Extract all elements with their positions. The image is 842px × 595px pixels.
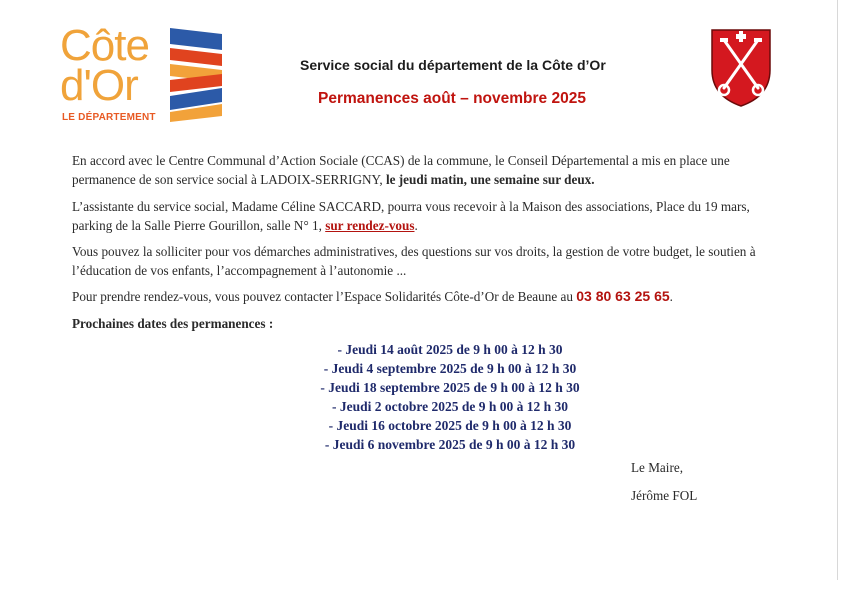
intro-paragraph	[72, 151, 772, 189]
intro-text: En accord avec le Centre Communal d’Action Sociale (CCAS) de la commune, le Conseil Départemental a mis en place une permanence de son service social à LADOIX-SERRIGNY,	[72, 153, 730, 187]
phone-number: 03 80 63 25 65	[576, 288, 670, 304]
schedule-highlight: le jeudi matin, une semaine sur deux.	[385, 172, 595, 187]
cote-dor-logo	[60, 22, 230, 127]
scan-edge-divider	[837, 0, 838, 580]
assistant-end: .	[414, 218, 418, 233]
signatory-role: Le Maire,	[631, 460, 683, 475]
date-item: - Jeudi 14 août 2025 de 9 h 00 à 12 h 30	[337, 342, 563, 357]
contact-paragraph	[72, 287, 772, 306]
date-item: - Jeudi 18 septembre 2025 de 9 h 00 à 12 h 30	[320, 380, 580, 395]
logo-subtitle: LE DÉPARTEMENT	[62, 112, 156, 123]
date-item: - Jeudi 4 septembre 2025 de 9 h 00 à 12 h 30	[323, 361, 577, 376]
logo-word-line1: Côte	[60, 21, 149, 70]
period-title: Permanences août – novembre 2025	[318, 90, 586, 107]
date-item: - Jeudi 16 octobre 2025 de 9 h 00 à 12 h 30	[328, 418, 572, 433]
organization-title: Service social du département de la Côte d’Or	[300, 57, 606, 73]
crossed-keys-shield-icon	[708, 26, 774, 108]
date-item: - Jeudi 2 octobre 2025 de 9 h 00 à 12 h 30	[331, 399, 568, 414]
logo-flag-icon	[170, 26, 222, 122]
dates-heading: Prochaines dates des permanences :	[72, 316, 274, 331]
assistant-text: L’assistante du service social, Madame Céline SACCARD, pourra vous recevoir à la Maison des associations, Place du 19 mars, parking de la Salle Pierre Gourillon, salle N° 1,	[72, 199, 750, 233]
signatory-name: Jérôme FOL	[631, 488, 698, 503]
assistant-paragraph	[72, 197, 772, 235]
logo-word-line2: d'Or	[60, 61, 138, 110]
appointment-note: sur rendez-vous	[325, 218, 415, 233]
contact-text: Pour prendre rendez-vous, vous pouvez contacter l’Espace Solidarités Côte-d’Or de Beaune au	[72, 289, 577, 304]
services-paragraph: Vous pouvez la solliciter pour vos démarches administratives, des questions sur vos droits, la gestion de votre budget, le soutien à l’éducation de vos enfants, l’accompagnement à l’autonomie ...	[72, 244, 756, 278]
contact-end: .	[669, 289, 673, 304]
dates-list	[300, 340, 600, 454]
date-item: - Jeudi 6 novembre 2025 de 9 h 00 à 12 h 30	[324, 437, 576, 452]
